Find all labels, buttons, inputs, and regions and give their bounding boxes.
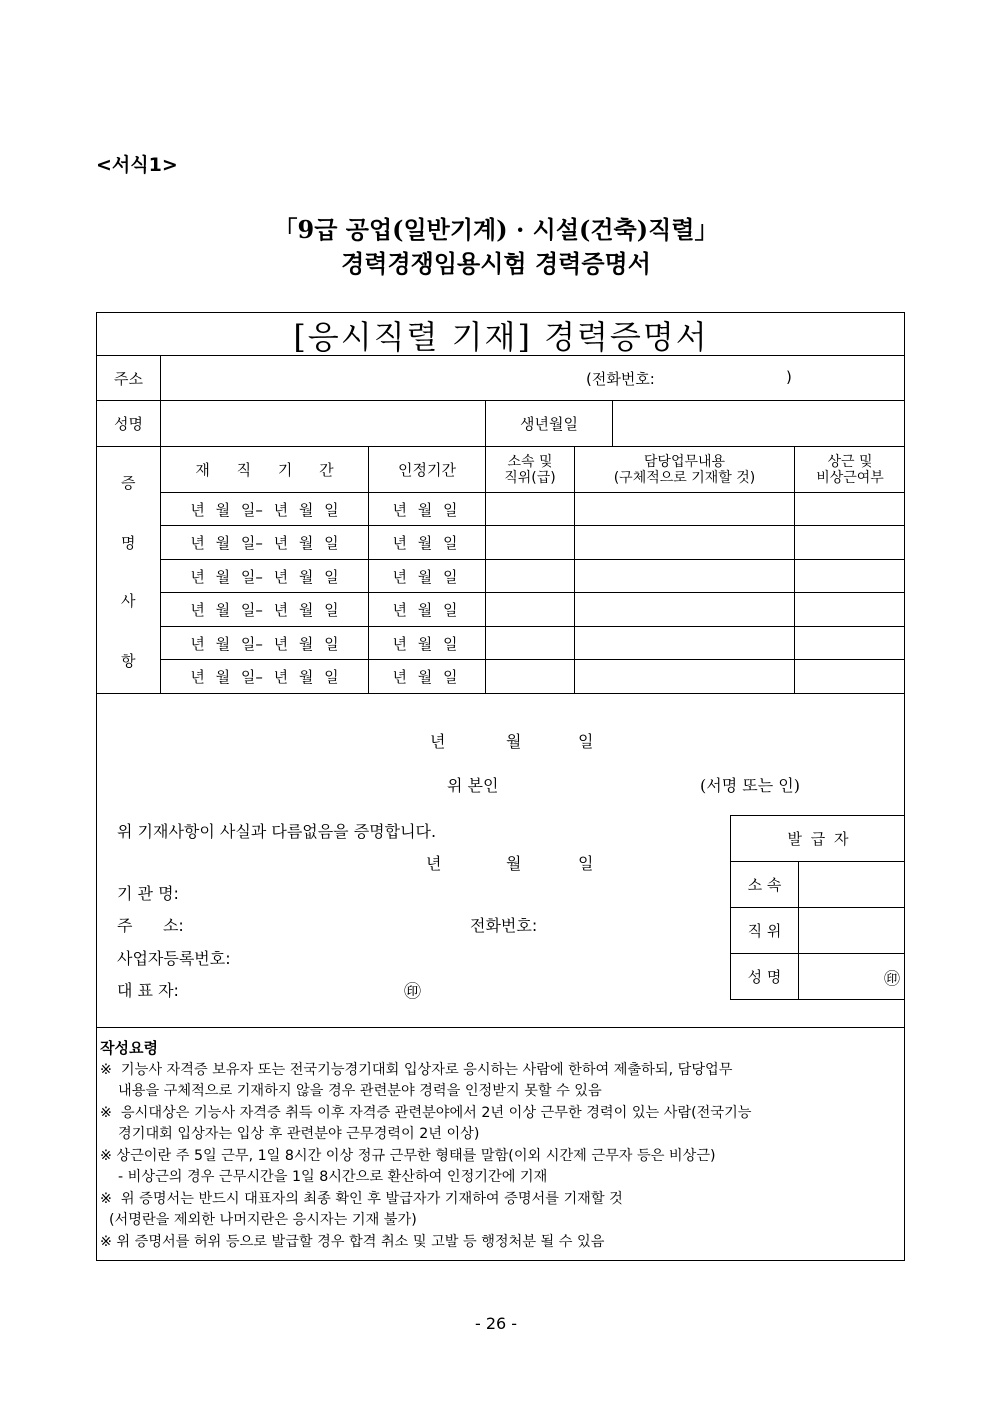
signature-label: (서명 또는 인) [700, 776, 800, 795]
section-char: 사 [121, 592, 136, 610]
row-period: 년 월 일– 년 월 일 [190, 601, 339, 619]
row-recognized: 년 월 일 [392, 534, 458, 552]
phone-label: (전화번호: [586, 370, 655, 388]
address-label: 주소 [114, 369, 143, 388]
date-day: 일 [578, 732, 594, 751]
date2-year: 년 [426, 854, 442, 873]
document-title-line1: 「9급 공업(일반기계) · 시설(건축)직렬」 [273, 215, 719, 244]
header-period: 재 직 기 간 [195, 461, 334, 479]
note-line: (서명란을 제외한 나머지란은 응시자는 기재 불가) [100, 1212, 417, 1228]
section-char: 명 [121, 534, 136, 552]
page-number: - 26 - [474, 1314, 518, 1333]
note-line: ※ 위 증명서는 반드시 대표자의 최종 확인 후 발급자가 기재하여 증명서를 기재할 것 [100, 1190, 623, 1207]
row-period: 년 월 일– 년 월 일 [190, 634, 339, 653]
section-char: 증 [121, 474, 136, 492]
section-char: 항 [121, 652, 136, 670]
row-recognized: 년 월 일 [392, 601, 458, 619]
header-duties: 담당업무내용 (구체적으로 기재할 것) [613, 453, 756, 486]
header-affiliation: 소속 및 직위(급) [504, 453, 556, 486]
issuer-affiliation-label: 소 속 [747, 876, 782, 894]
note-line: 내용을 구체적으로 기재하지 않을 경우 관련분야 경력을 인정받지 못할 수 있음 [100, 1083, 602, 1099]
phone-close: ) [786, 368, 792, 386]
issuer-title: 발 급 자 [787, 830, 849, 848]
name-label: 성명 [114, 415, 143, 433]
applicant-label: 위 본인 [447, 776, 499, 795]
certify-text: 위 기재사항이 사실과 다름없음을 증명합니다. [117, 822, 437, 841]
date-year: 년 [430, 732, 446, 751]
row-recognized: 년 월 일 [392, 567, 458, 586]
note-line: - 비상근의 경우 근무시간을 1일 8시간으로 환산하여 인정기간에 기재 [100, 1169, 548, 1185]
org-address-label: 주 소: [117, 916, 184, 935]
note-line: ※ 응시대상은 기능사 자격증 취득 이후 자격증 관련분야에서 2년 이상 근무한 경력이 있는 사람(전국기능 [100, 1104, 752, 1121]
date2-month: 월 [506, 854, 522, 873]
issuer-seal-icon: ㊞ [884, 969, 901, 988]
header-fulltime: 상근 및 비상근여부 [816, 453, 884, 486]
row-recognized: 년 월 일 [392, 668, 458, 686]
org-name-label: 기 관 명: [117, 884, 179, 903]
date-month: 월 [506, 732, 522, 751]
writing-guide [100, 1038, 904, 1253]
row-period: 년 월 일– 년 월 일 [190, 534, 339, 552]
note-line: 경기대회 입상자는 입상 후 관련분야 근무경력이 2년 이상) [100, 1126, 480, 1142]
document-title-line2: 경력경쟁임용시험 경력증명서 [341, 249, 651, 278]
representative-label: 대 표 자: [117, 981, 179, 1000]
row-period: 년 월 일– 년 월 일 [190, 567, 339, 586]
issuer-name-label: 성 명 [747, 968, 782, 986]
notes-heading: 작성요령 [100, 1039, 158, 1057]
note-line: ※ 기능사 자격증 보유자 또는 전국기능경기대회 입상자로 응시하는 사람에 한하여 제출하되, 담당업무 [100, 1061, 733, 1078]
issuer-position-label: 직 위 [747, 922, 782, 940]
row-recognized: 년 월 일 [392, 500, 458, 519]
biz-no-label: 사업자등록번호: [117, 949, 231, 968]
note-line: ※ 위 증명서를 허위 등으로 발급할 경우 합격 취소 및 고발 등 행정처분 될 수 있음 [100, 1233, 605, 1250]
row-period: 년 월 일– 년 월 일 [190, 668, 339, 686]
row-period: 년 월 일– 년 월 일 [190, 500, 339, 519]
org-phone-label: 전화번호: [470, 916, 538, 935]
header-recognized: 인정기간 [398, 461, 456, 479]
date2-day: 일 [578, 854, 594, 873]
note-line: ※ 상근이란 주 5일 근무, 1일 8시간 이상 정규 근무한 형태를 말함(이외 시간제 근무자 등은 비상근) [100, 1147, 716, 1164]
box-title: [응시직렬 기재] 경력증명서 [293, 318, 709, 356]
birth-label: 생년월일 [520, 415, 578, 433]
form-label: <서식1> [96, 154, 178, 176]
row-recognized: 년 월 일 [392, 634, 458, 653]
seal-icon: ㊞ [404, 982, 421, 1002]
